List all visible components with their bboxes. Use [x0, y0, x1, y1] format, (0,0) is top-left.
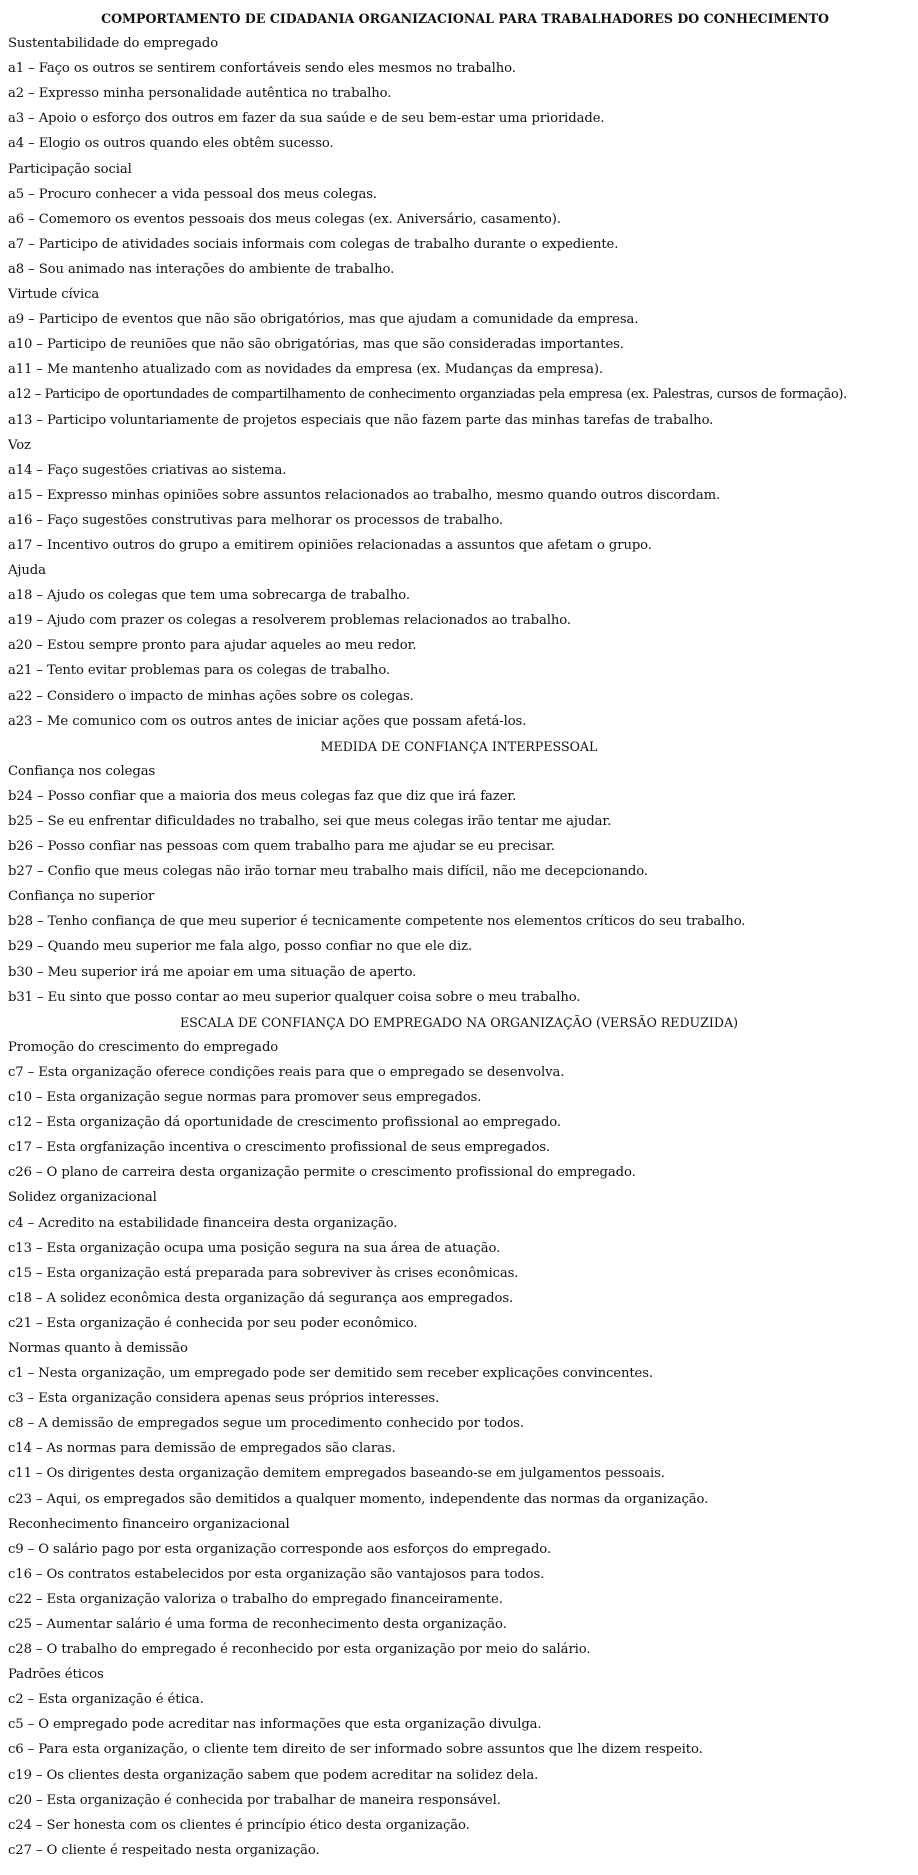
item-c5: c5 – O empregado pode acreditar nas informações que esta organização divulga. [8, 1717, 542, 1733]
item-a2: a2 – Expresso minha personalidade autêntica no trabalho. [8, 86, 392, 102]
item-a14: a14 – Faço sugestões criativas ao sistema. [8, 462, 287, 478]
group-heading: Confiança no superior [8, 889, 155, 905]
group-heading: Reconhecimento financeiro organizacional [8, 1516, 290, 1532]
group-heading: Participação social [8, 161, 132, 177]
item-a16: a16 – Faço sugestões construtivas para melhorar os processos de trabalho. [8, 512, 504, 528]
group-promocao-crescimento [8, 1035, 918, 1186]
item-c4: c4 – Acredito na estabilidade financeira desta organização. [8, 1215, 398, 1231]
item-a13: a13 – Participo voluntariamente de projetos especiais que não fazem parte das minhas tarefas de trabalho. [8, 412, 714, 428]
item-c11: c11 – Os dirigentes desta organização demitem empregados baseando-se em julgamentos pessoais. [8, 1466, 665, 1482]
item-c24: c24 – Ser honesta com os clientes é princípio ético desta organização. [8, 1817, 470, 1833]
group-heading: Solidez organizacional [8, 1190, 157, 1206]
item-c7: c7 – Esta organização oferece condições reais para que o empregado se desenvolva. [8, 1064, 565, 1080]
item-a1: a1 – Faço os outros se sentirem confortáveis sendo eles mesmos no trabalho. [8, 61, 516, 77]
item-c17: c17 – Esta orgfanização incentiva o crescimento profissional de seus empregados. [8, 1140, 551, 1156]
item-a3: a3 – Apoio o esforço dos outros em fazer da sua saúde e de seu bem-estar uma prioridade. [8, 111, 605, 127]
group-solidez-organizacional [8, 1185, 918, 1336]
item-c13: c13 – Esta organização ocupa uma posição segura na sua área de atuação. [8, 1240, 501, 1256]
item-b25: b25 – Se eu enfrentar dificuldades no trabalho, sei que meus colegas irão tentar me ajudar. [8, 814, 612, 829]
item-c2: c2 – Esta organização é ética. [8, 1692, 204, 1708]
group-heading: Ajuda [8, 563, 46, 579]
item-a22: a22 – Considero o impacto de minhas ações sobre os colegas. [8, 688, 414, 704]
main-title: COMPORTAMENTO DE CIDADANIA ORGANIZACIONAL PARA TRABALHADORES DO CONHECIMENTO [101, 11, 829, 26]
group-heading: Sustentabilidade do empregado [8, 36, 219, 52]
item-c18: c18 – A solidez econômica desta organização dá segurança aos empregados. [8, 1290, 514, 1306]
item-a6: a6 – Comemoro os eventos pessoais dos meus colegas (ex. Aniversário, casamento). [8, 211, 561, 227]
item-a20: a20 – Estou sempre pronto para ajudar aqueles ao meu redor. [8, 638, 417, 654]
section-citizenship [8, 31, 918, 734]
group-normas-demissao [8, 1336, 918, 1512]
item-c23: c23 – Aqui, os empregados são demitidos a qualquer momento, independente das normas da organização. [8, 1491, 709, 1507]
item-a10: a10 – Participo de reuniões que não são obrigatórias, mas que são consideradas importantes. [8, 337, 624, 353]
group-participacao-social [8, 157, 918, 282]
item-c28: c28 – O trabalho do empregado é reconhecido por esta organização por meio do salário. [8, 1642, 591, 1658]
item-b28: b28 – Tenho confiança de que meu superior é tecnicamente competente nos elementos críticos do seu trabalho. [8, 914, 746, 930]
group-heading: Promoção do crescimento do empregado [8, 1039, 279, 1055]
item-c16: c16 – Os contratos estabelecidos por esta organização são vantajosos para todos. [8, 1566, 545, 1582]
item-b30: b30 – Meu superior irá me apoiar em uma situação de aperto. [8, 964, 417, 980]
item-a5: a5 – Procuro conhecer a vida pessoal dos meus colegas. [8, 186, 377, 202]
section-interpersonal-trust [8, 759, 918, 1010]
item-a19: a19 – Ajudo com prazer os colegas a resolverem problemas relacionados ao trabalho. [8, 613, 571, 629]
item-c20: c20 – Esta organização é conhecida por trabalhar de maneira responsável. [8, 1792, 501, 1808]
item-c19: c19 – Os clientes desta organização sabem que podem acreditar na solidez dela. [8, 1767, 539, 1783]
group-voz [8, 433, 918, 558]
item-c14: c14 – As normas para demissão de empregados são claras. [8, 1441, 396, 1457]
item-a21: a21 – Tento evitar problemas para os colegas de trabalho. [8, 663, 391, 679]
item-b31: b31 – Eu sinto que posso contar ao meu superior qualquer coisa sobre o meu trabalho. [8, 989, 581, 1005]
group-confianca-superior [8, 884, 918, 1009]
group-heading: Padrões éticos [8, 1667, 104, 1683]
group-heading: Virtude cívica [8, 287, 100, 303]
item-c1: c1 – Nesta organização, um empregado pode ser demitido sem receber explicações convincentes. [8, 1366, 654, 1382]
item-a4: a4 – Elogio os outros quando eles obtêm sucesso. [8, 136, 334, 152]
item-a11: a11 – Me mantenho atualizado com as novidades da empresa (ex. Mudanças da empresa). [8, 362, 603, 378]
item-c9: c9 – O salário pago por esta organização corresponde aos esforços do empregado. [8, 1541, 551, 1557]
group-ajuda [8, 558, 918, 734]
group-virtude-civica [8, 282, 918, 433]
item-a23: a23 – Me comunico com os outros antes de iniciar ações que possam afetá-los. [8, 713, 527, 729]
item-c10: c10 – Esta organização segue normas para promover seus empregados. [8, 1090, 482, 1106]
group-reconhecimento-financeiro [8, 1512, 918, 1663]
item-a15: a15 – Expresso minhas opiniões sobre assuntos relacionados ao trabalho, mesmo quando outros discordam. [8, 487, 721, 503]
item-c6: c6 – Para esta organização, o cliente tem direito de ser informado sobre assuntos que lhe dizem respeito. [8, 1742, 703, 1758]
item-a9: a9 – Participo de eventos que não são obrigatórios, mas que ajudam a comunidade da empresa. [8, 312, 639, 328]
item-c27: c27 – O cliente é respeitado nesta organização. [8, 1842, 320, 1858]
group-heading: Normas quanto à demissão [8, 1340, 188, 1356]
item-c25: c25 – Aumentar salário é uma forma de reconhecimento desta organização. [8, 1617, 507, 1632]
item-a8: a8 – Sou animado nas interações do ambiente de trabalho. [8, 261, 395, 277]
item-b29: b29 – Quando meu superior me fala algo, posso confiar no que ele diz. [8, 939, 473, 955]
item-b24: b24 – Posso confiar que a maioria dos meus colegas faz que diz que irá fazer. [8, 788, 517, 804]
item-c8: c8 – A demissão de empregados segue um procedimento conhecido por todos. [8, 1416, 524, 1432]
item-c3: c3 – Esta organização considera apenas seus próprios interesses. [8, 1391, 440, 1407]
section-title-trust: MEDIDA DE CONFIANÇA INTERPESSOAL [320, 738, 598, 754]
item-c22: c22 – Esta organização valoriza o trabalho do empregado financeiramente. [8, 1591, 503, 1607]
item-c21: c21 – Esta organização é conhecida por seu poder econômico. [8, 1315, 418, 1331]
item-c26: c26 – O plano de carreira desta organização permite o crescimento profissional do empregado. [8, 1165, 636, 1181]
group-padroes-eticos [8, 1662, 918, 1863]
section-org-trust [8, 1035, 918, 1863]
section-title-org-trust: ESCALA DE CONFIANÇA DO EMPREGADO NA ORGANIZAÇÃO (VERSÃO REDUZIDA) [179, 1014, 739, 1030]
item-c12: c12 – Esta organização dá oportunidade de crescimento profissional ao empregado. [8, 1115, 561, 1131]
group-heading: Confiança nos colegas [8, 763, 156, 779]
item-c15: c15 – Esta organização está preparada para sobreviver às crises econômicas. [8, 1265, 519, 1281]
item-a17: a17 – Incentivo outros do grupo a emitirem opiniões relacionadas a assuntos que afetam o grupo. [8, 537, 652, 553]
group-heading: Voz [8, 437, 31, 453]
item-b27: b27 – Confio que meus colegas não irão tornar meu trabalho mais difícil, não me decepcionando. [8, 864, 648, 880]
item-b26: b26 – Posso confiar nas pessoas com quem trabalho para me ajudar se eu precisar. [8, 839, 555, 855]
item-a7: a7 – Participo de atividades sociais informais com colegas de trabalho durante o expediente. [8, 236, 619, 252]
group-sustentabilidade [8, 31, 918, 156]
group-confianca-colegas [8, 759, 918, 884]
item-a12: a12 – Participo de oportundades de compartilhamento de conhecimento organziadas pela empresa (ex. Palestras, cursos de formação). [8, 387, 847, 403]
item-a18: a18 – Ajudo os colegas que tem uma sobrecarga de trabalho. [8, 588, 410, 604]
